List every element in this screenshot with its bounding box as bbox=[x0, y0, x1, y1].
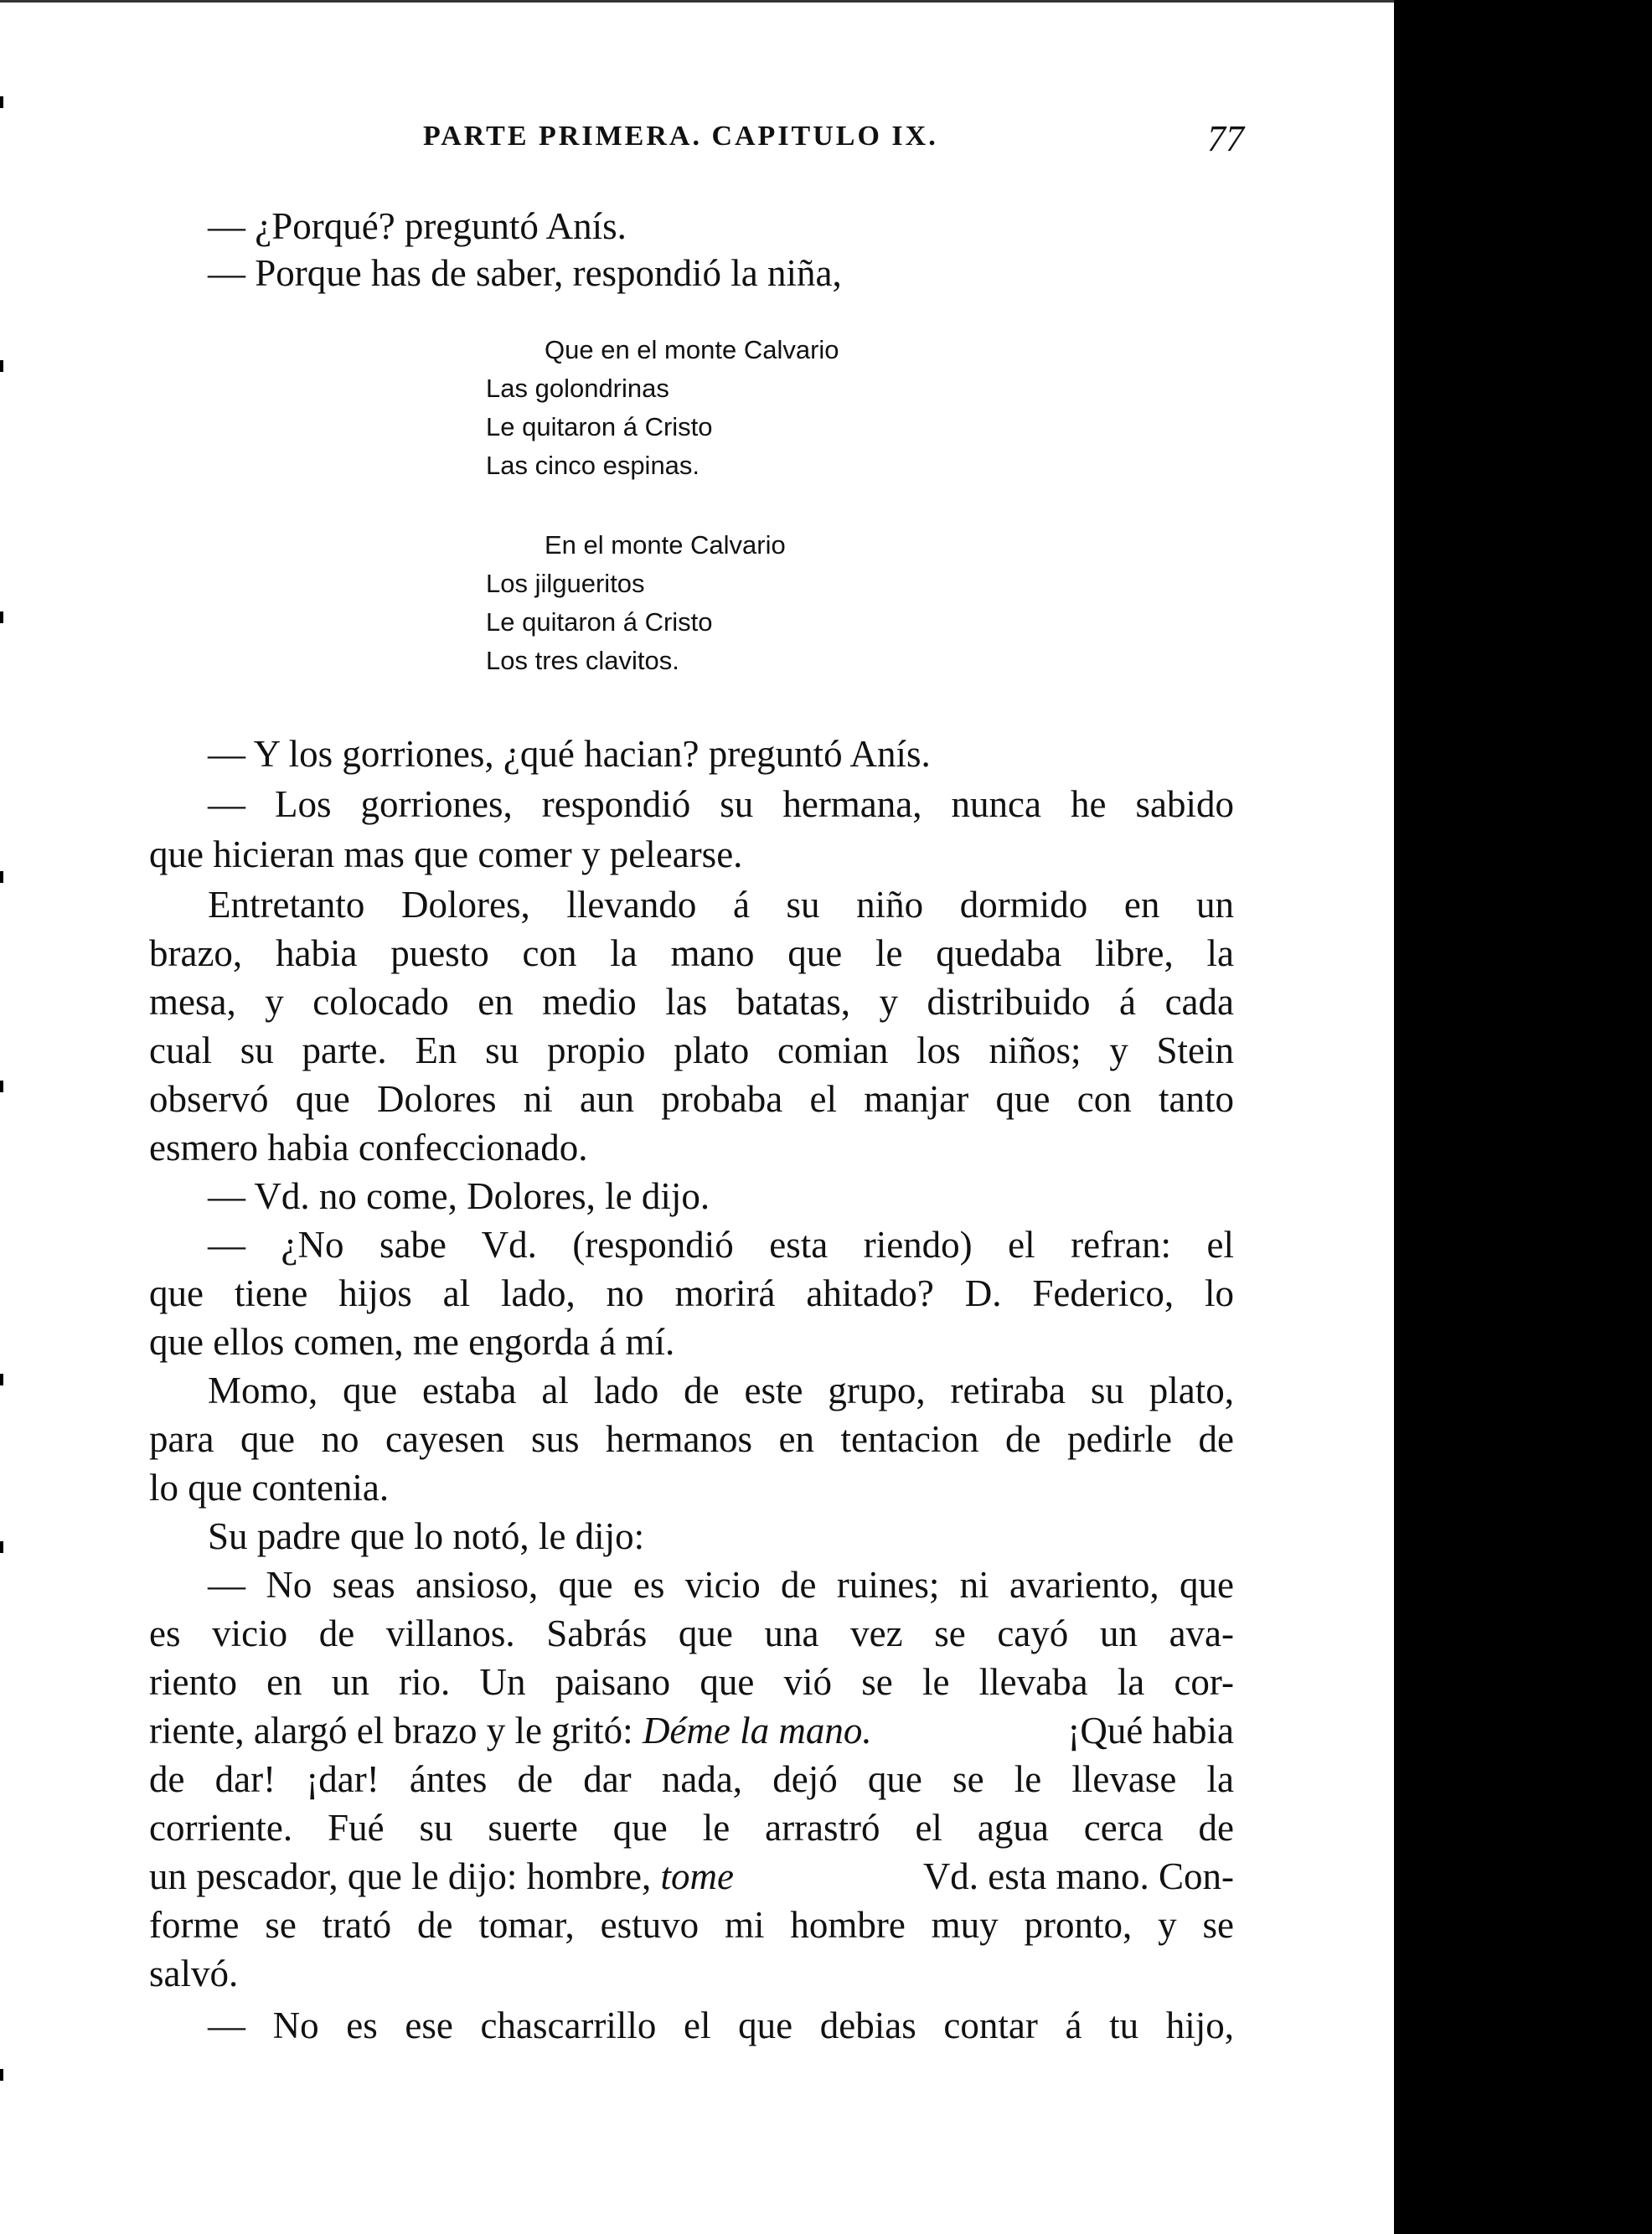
text-line: mesa, y colocado en medio las batatas, y distribuido á cada bbox=[149, 981, 1234, 1023]
text-line: Momo, que estaba al lado de este grupo, retiraba su plato, bbox=[208, 1370, 1234, 1411]
verse-line: Las cinco espinas. bbox=[486, 451, 700, 480]
text-line bbox=[149, 1853, 1234, 1900]
text-line: brazo, habia puesto con la mano que le quedaba libre, la bbox=[149, 932, 1234, 974]
text-line: de dar! ¡dar! ántes de dar nada, dejó que se le llevase la bbox=[149, 1758, 1234, 1800]
italic-span: Déme la mano. bbox=[642, 1710, 872, 1752]
dialogue-line: — ¿Porqué? preguntó Anís. bbox=[208, 205, 627, 247]
text-span: Vd. esta mano. Con- bbox=[922, 1855, 1234, 1897]
text-line bbox=[149, 1707, 1234, 1754]
text-line: corriente. Fué su suerte que le arrastró el agua cerca de bbox=[149, 1807, 1234, 1849]
text-span: riente, alargó el brazo y le gritó: bbox=[149, 1710, 633, 1752]
scan-edge-shadow bbox=[1394, 0, 1652, 2234]
text-line: esmero habia confeccionado. bbox=[149, 1127, 588, 1169]
verse-line: Las golondrinas bbox=[486, 374, 669, 403]
text-line: riento en un rio. Un paisano que vió se le llevaba la cor- bbox=[149, 1661, 1234, 1703]
dialogue-line: — Porque has de saber, respondió la niña, bbox=[208, 252, 842, 294]
verse-line: Que en el monte Calvario bbox=[545, 335, 839, 364]
text-line: para que no cayesen sus hermanos en tentacion de pedirle de bbox=[149, 1418, 1234, 1460]
text-line: — ¿No sabe Vd. (respondió esta riendo) el refran: el bbox=[208, 1224, 1234, 1266]
running-head bbox=[423, 117, 1244, 168]
verse-line: Los tres clavitos. bbox=[486, 646, 679, 675]
text-line: forme se trató de tomar, estuvo mi hombre muy pronto, y se bbox=[149, 1904, 1234, 1946]
text-line: — Y los gorriones, ¿qué hacian? preguntó Anís. bbox=[208, 733, 931, 775]
running-title: PARTE PRIMERA. CAPITULO IX. bbox=[423, 121, 938, 152]
text-line: cual su parte. En su propio plato comian los niños; y Stein bbox=[149, 1029, 1234, 1071]
text-line: Su padre que lo notó, le dijo: bbox=[208, 1515, 645, 1557]
text-line: — No seas ansioso, que es vicio de ruines; ni avariento, que bbox=[208, 1564, 1234, 1606]
text-line: — Vd. no come, Dolores, le dijo. bbox=[208, 1175, 710, 1217]
text-span: un pescador, que le dijo: hombre, bbox=[149, 1855, 652, 1897]
text-line: que ellos comen, me engorda á mí. bbox=[149, 1321, 675, 1363]
verse-line: En el monte Calvario bbox=[545, 530, 786, 560]
text-line: — No es ese chascarrillo el que debias contar á tu hijo, bbox=[208, 2004, 1234, 2046]
page-number: 77 bbox=[1207, 118, 1244, 159]
italic-span: tome bbox=[660, 1855, 735, 1897]
text-line: — Los gorriones, respondió su hermana, nunca he sabido bbox=[208, 783, 1234, 825]
verse-line: Le quitaron á Cristo bbox=[486, 412, 713, 441]
verse-line: Le quitaron á Cristo bbox=[486, 607, 713, 637]
text-span: ¡Qué habia bbox=[1067, 1710, 1234, 1752]
text-line: que tiene hijos al lado, no morirá ahitado? D. Federico, lo bbox=[149, 1272, 1234, 1314]
text-line: Entretanto Dolores, llevando á su niño dormido en un bbox=[208, 884, 1234, 926]
text-line: que hicieran mas que comer y pelearse. bbox=[149, 833, 743, 875]
top-rule bbox=[0, 0, 1395, 3]
verse-line: Los jilgueritos bbox=[486, 569, 645, 598]
text-line: observó que Dolores ni aun probaba el manjar que con tanto bbox=[149, 1078, 1234, 1120]
text-line: es vicio de villanos. Sabrás que una vez se cayó un ava- bbox=[149, 1612, 1234, 1654]
text-line: lo que contenia. bbox=[149, 1467, 390, 1509]
text-line: salvó. bbox=[149, 1953, 239, 1994]
